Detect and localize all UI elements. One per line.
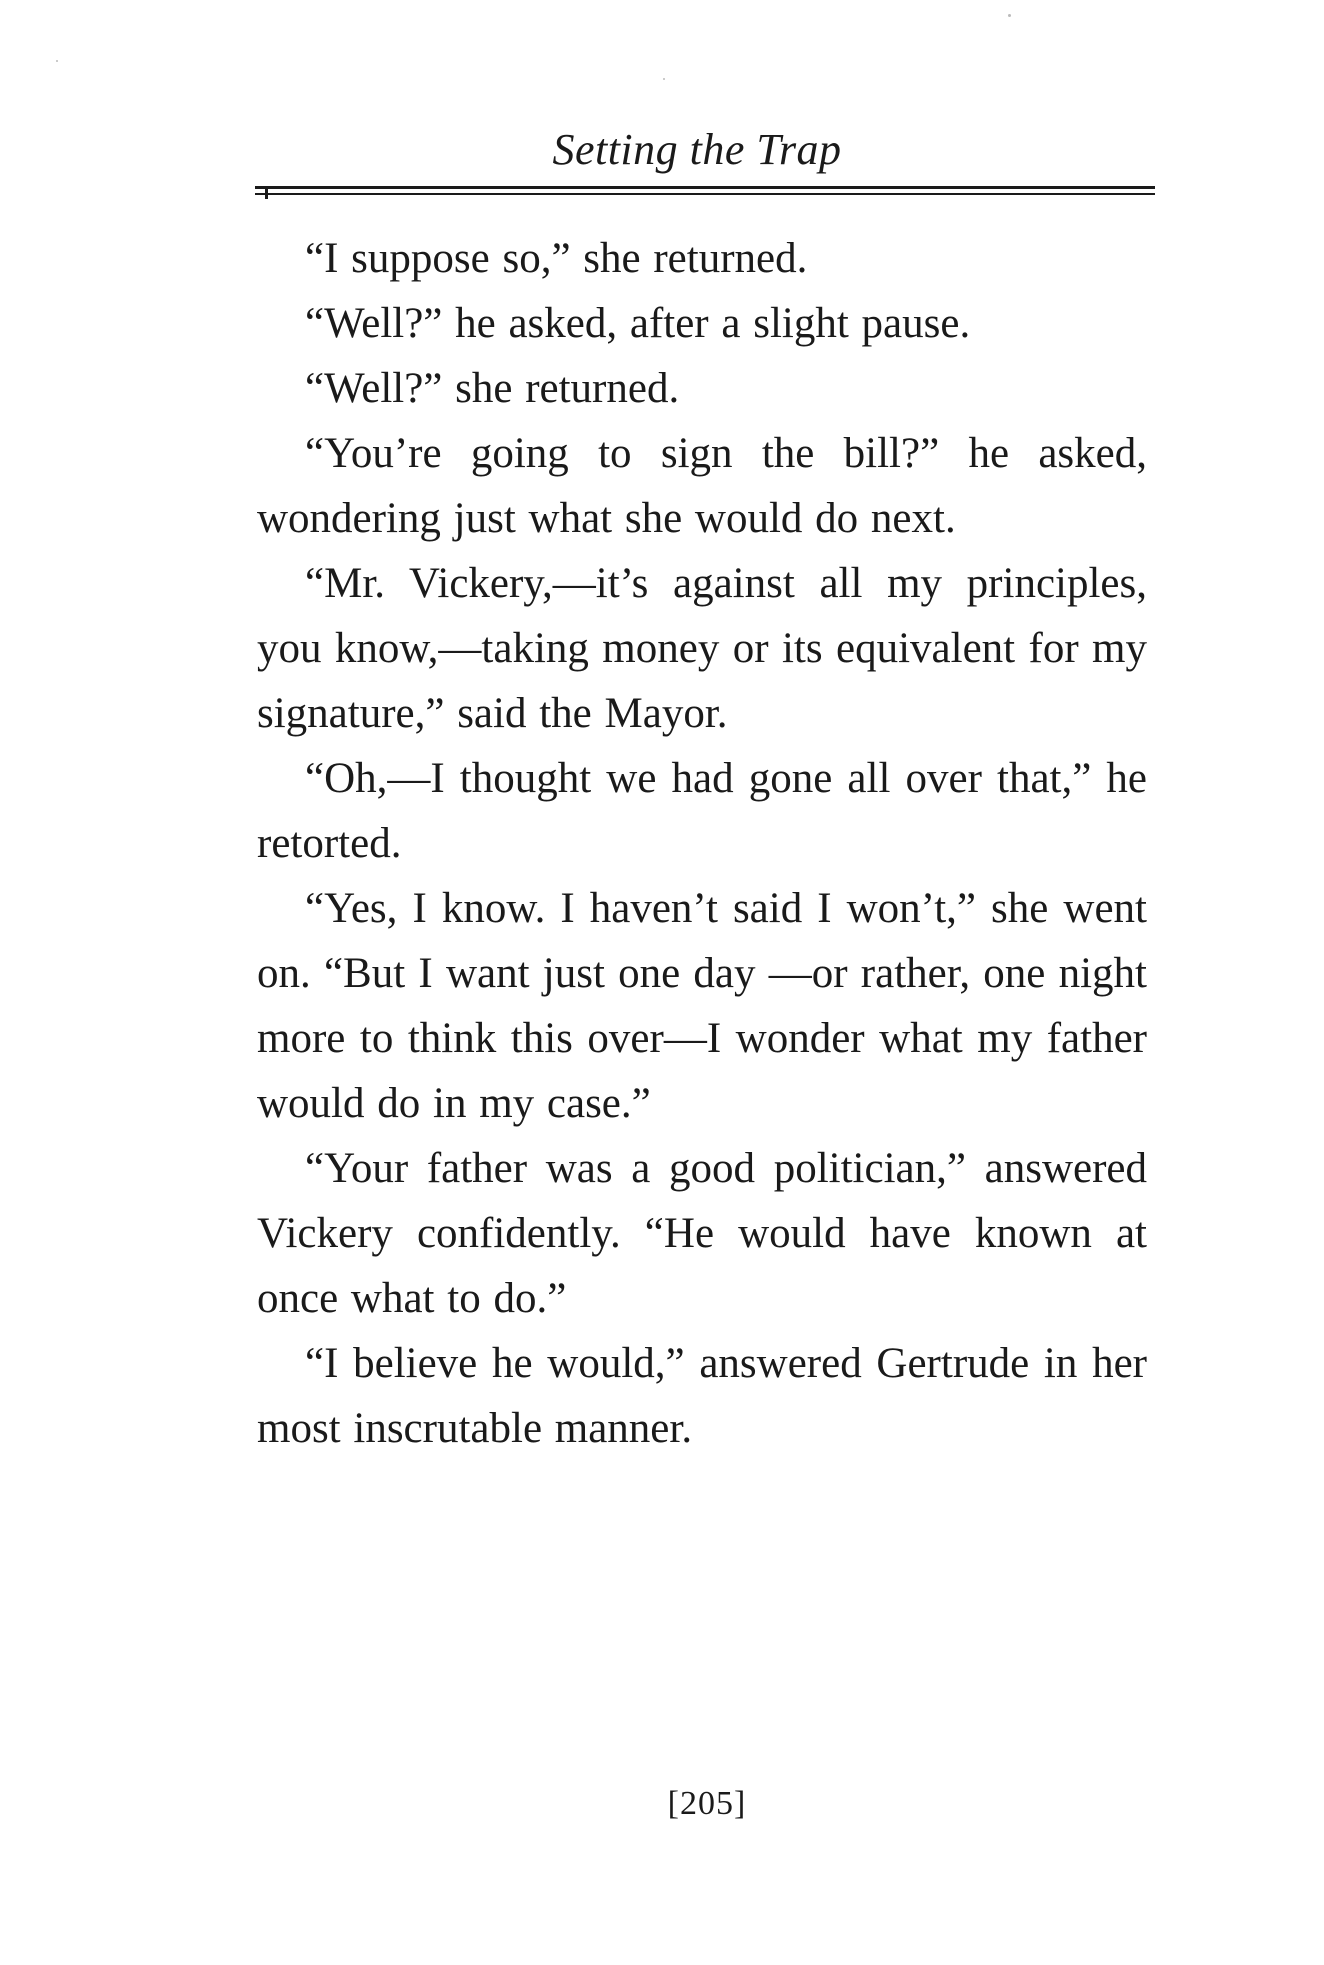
header-rule-thin <box>255 193 1155 195</box>
paragraph: “Oh,—I thought we had gone all over that,” he retorted. <box>257 755 1147 867</box>
paragraph: “Well?” she returned. <box>305 365 680 412</box>
paragraph: “You’re going to sign the bill?” he asked, wondering just what she would do next. <box>257 430 1147 542</box>
paragraph: “Well?” he asked, after a slight pause. <box>305 300 971 347</box>
page-number: [205] <box>667 1785 747 1822</box>
header-rule-mark <box>265 189 268 199</box>
header-rule-thick <box>255 186 1155 189</box>
paragraph: “I suppose so,” she returned. <box>305 235 808 282</box>
scan-speck <box>56 60 58 62</box>
scan-speck <box>663 78 665 80</box>
body-text <box>257 226 1147 1461</box>
paragraph: “Yes, I know. I haven’t said I won’t,” she went on. “But I want just one day —or rather, one night more to think this over—I wonder what my father would do in my case.” <box>257 885 1147 1127</box>
scan-speck <box>1008 14 1011 17</box>
header-rule <box>255 186 1155 200</box>
paragraph: “Your father was a good politician,” answered Vickery confidently. “He would have known at once what to do.” <box>257 1145 1147 1322</box>
paragraph: “I believe he would,” answered Gertrude in her most inscrutable manner. <box>257 1340 1147 1452</box>
paragraph: “Mr. Vickery,—it’s against all my principles, you know,—taking money or its equivalent for my signature,” said the Mayor. <box>257 560 1147 737</box>
running-head: Setting the Trap <box>552 125 842 174</box>
